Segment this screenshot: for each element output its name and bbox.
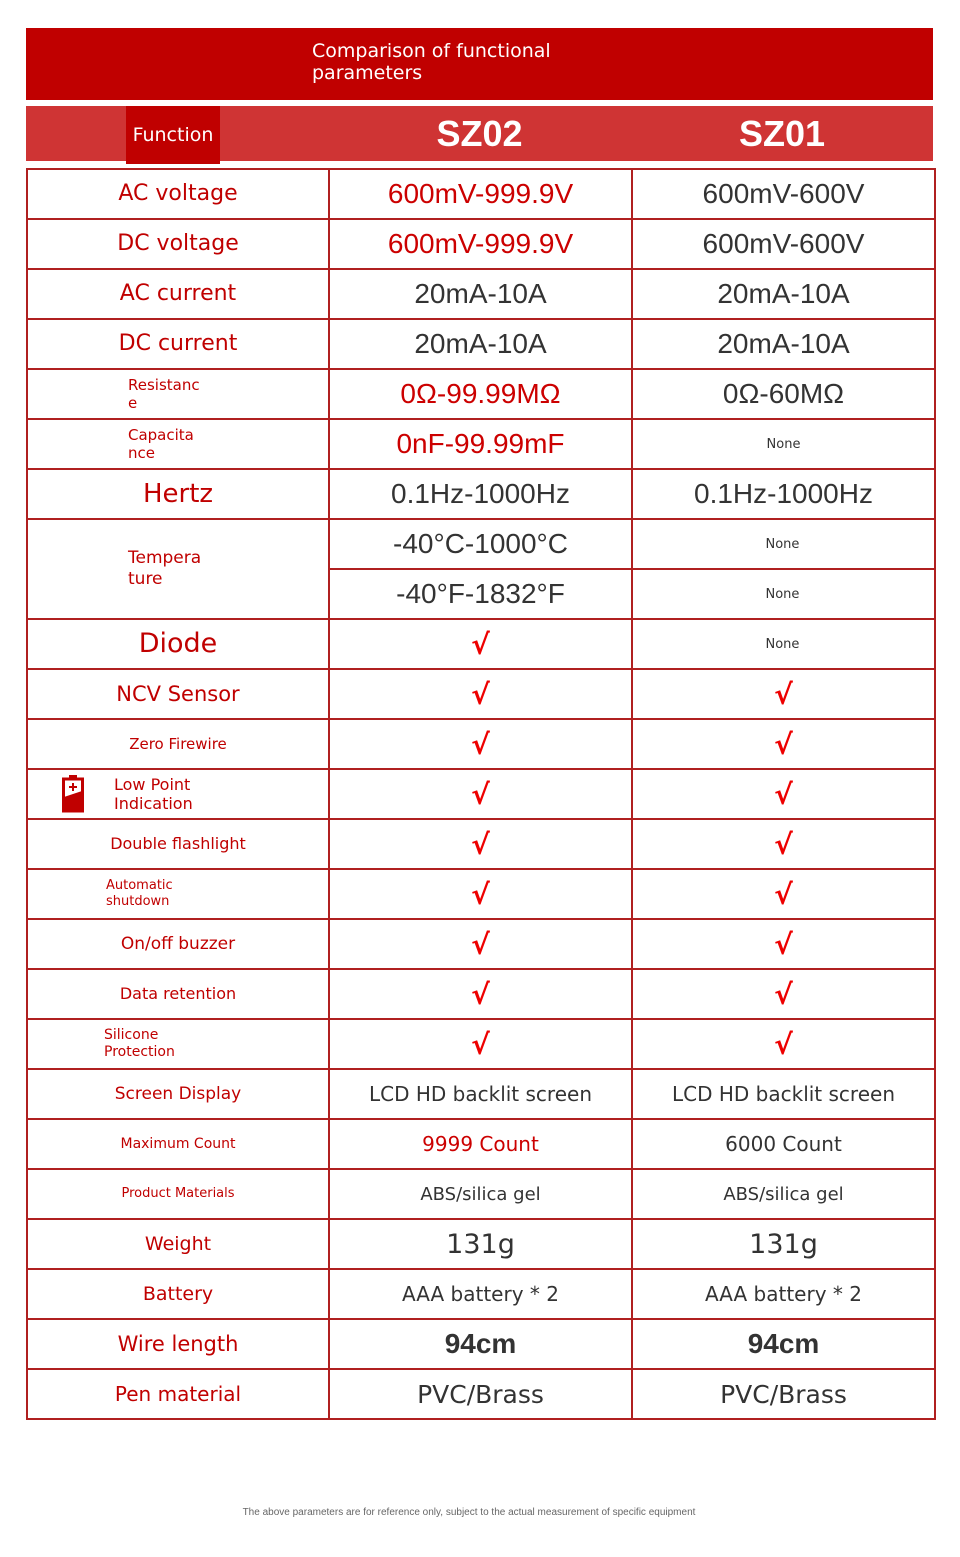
sz01-value-text: None [765,536,800,552]
sz02-value [329,719,632,769]
function-label: Low Point Indication [114,775,193,813]
function-label: Resistance [128,376,200,412]
sz02-value: 0.1Hz-1000Hz [329,469,632,519]
table-row [27,1069,935,1119]
sz02-value: PVC/Brass [329,1369,632,1419]
table-row [27,1319,935,1369]
table-row [27,619,935,669]
function-cell: DC current [27,319,329,369]
sz01-value [632,519,935,569]
comparison-table [26,168,936,1420]
sz01-value: 131g [632,1219,935,1269]
table-row [27,269,935,319]
sz01-value: ABS/silica gel [632,1169,935,1219]
table-row [27,1219,935,1269]
check-icon: √ [774,777,793,811]
check-icon: √ [774,677,793,711]
sz02-value [329,819,632,869]
table-row [27,1169,935,1219]
check-icon: √ [471,927,490,961]
sz02-value [329,969,632,1019]
sz01-value: None [632,419,935,469]
function-cell: Product Materials [27,1169,329,1219]
function-cell: DC voltage [27,219,329,269]
table-row [27,319,935,369]
sz01-value: 6000 Count [632,1119,935,1169]
check-icon: √ [471,827,490,861]
sz01-value: PVC/Brass [632,1369,935,1419]
table-header [26,106,933,161]
table-row [27,1019,935,1069]
sz01-value [632,619,935,669]
sz01-value: AAA battery * 2 [632,1269,935,1319]
function-cell: AC current [27,269,329,319]
sz01-value [632,819,935,869]
table-row [27,469,935,519]
function-cell: NCV Sensor [27,669,329,719]
function-cell [27,1019,329,1069]
table-row [27,1269,935,1319]
sz02-value: 0Ω-99.99MΩ [329,369,632,419]
function-cell: Diode [27,619,329,669]
check-icon: √ [774,927,793,961]
function-cell: Wire length [27,1319,329,1369]
check-icon: √ [471,727,490,761]
table-row [27,669,935,719]
header-model-sz01: SZ01 [738,113,826,154]
sz02-value [329,1019,632,1069]
function-cell [27,369,329,419]
function-label: Automatic shutdown [106,878,173,909]
table-row [27,519,935,569]
sz02-value: 0nF-99.99mF [329,419,632,469]
sz01-value-text: None [765,586,800,602]
sz01-value [632,569,935,619]
sz01-value: 600mV-600V [632,169,935,219]
sz02-value: 600mV-999.9V [329,169,632,219]
sz01-value [632,719,935,769]
table-row [27,919,935,969]
function-cell [27,519,329,619]
table-row [27,219,935,269]
sz02-value: 20mA-10A [329,319,632,369]
function-cell: Maximum Count [27,1119,329,1169]
table-row [27,1119,935,1169]
function-cell: AC voltage [27,169,329,219]
table-row [27,769,935,819]
table-row [27,419,935,469]
sz02-value: 600mV-999.9V [329,219,632,269]
check-icon: √ [471,677,490,711]
sz02-value: -40°F-1832°F [329,569,632,619]
sz02-value: ABS/silica gel [329,1169,632,1219]
table-row [27,1369,935,1419]
sz01-value [632,769,935,819]
sz02-value: -40°C-1000°C [329,519,632,569]
table-row [27,169,935,219]
check-icon: √ [471,627,490,661]
function-cell: On/off buzzer [27,919,329,969]
header-function-label: Function [126,106,220,164]
check-icon: √ [471,877,490,911]
check-icon: √ [774,977,793,1011]
table-row [27,869,935,919]
sz01-value: 20mA-10A [632,319,935,369]
sz02-value [329,919,632,969]
sz01-value [632,1019,935,1069]
check-icon: √ [774,827,793,861]
check-icon: √ [774,727,793,761]
function-cell [27,419,329,469]
function-cell: Double flashlight [27,819,329,869]
sz01-value [632,669,935,719]
footer-note: The above parameters are for reference only, subject to the actual measurement of specific equipment [242,1507,696,1518]
sz01-value: 0Ω-60MΩ [632,369,935,419]
check-icon: √ [471,977,490,1011]
sz02-value [329,669,632,719]
function-label: Temperature [128,548,202,589]
sz01-value: 600mV-600V [632,219,935,269]
sz02-value: 94cm [329,1319,632,1369]
check-icon: √ [774,877,793,911]
sz02-value [329,869,632,919]
function-label: Capacitance [128,426,194,462]
sz02-value: AAA battery * 2 [329,1269,632,1319]
sz02-value: 9999 Count [329,1119,632,1169]
sz01-value-text: None [765,636,800,652]
function-cell: Zero Firewire [27,719,329,769]
sz01-value: 0.1Hz-1000Hz [632,469,935,519]
function-cell [27,769,329,819]
sz02-value: 131g [329,1219,632,1269]
header-model-sz02: SZ02 [436,113,523,154]
table-row [27,719,935,769]
table-row [27,969,935,1019]
sz02-value [329,619,632,669]
sz01-value [632,869,935,919]
function-cell: Battery [27,1269,329,1319]
function-cell [27,869,329,919]
sz01-value: 94cm [632,1319,935,1369]
title-bar [26,28,933,100]
function-cell: Screen Display [27,1069,329,1119]
function-cell: Weight [27,1219,329,1269]
low-battery-icon [62,775,84,813]
sz01-value [632,919,935,969]
function-cell: Data retention [27,969,329,1019]
page-title: Comparison of functional parameters [312,40,551,84]
function-cell: Hertz [27,469,329,519]
table-row [27,369,935,419]
sz02-value: LCD HD backlit screen [329,1069,632,1119]
sz01-value [632,969,935,1019]
function-label: Silicone Protection [104,1027,175,1060]
check-icon: √ [471,1027,490,1061]
sz01-value: 20mA-10A [632,269,935,319]
check-icon: √ [471,777,490,811]
sz01-value: LCD HD backlit screen [632,1069,935,1119]
function-cell: Pen material [27,1369,329,1419]
table-row [27,819,935,869]
sz02-value [329,769,632,819]
check-icon: √ [774,1027,793,1061]
sz02-value: 20mA-10A [329,269,632,319]
